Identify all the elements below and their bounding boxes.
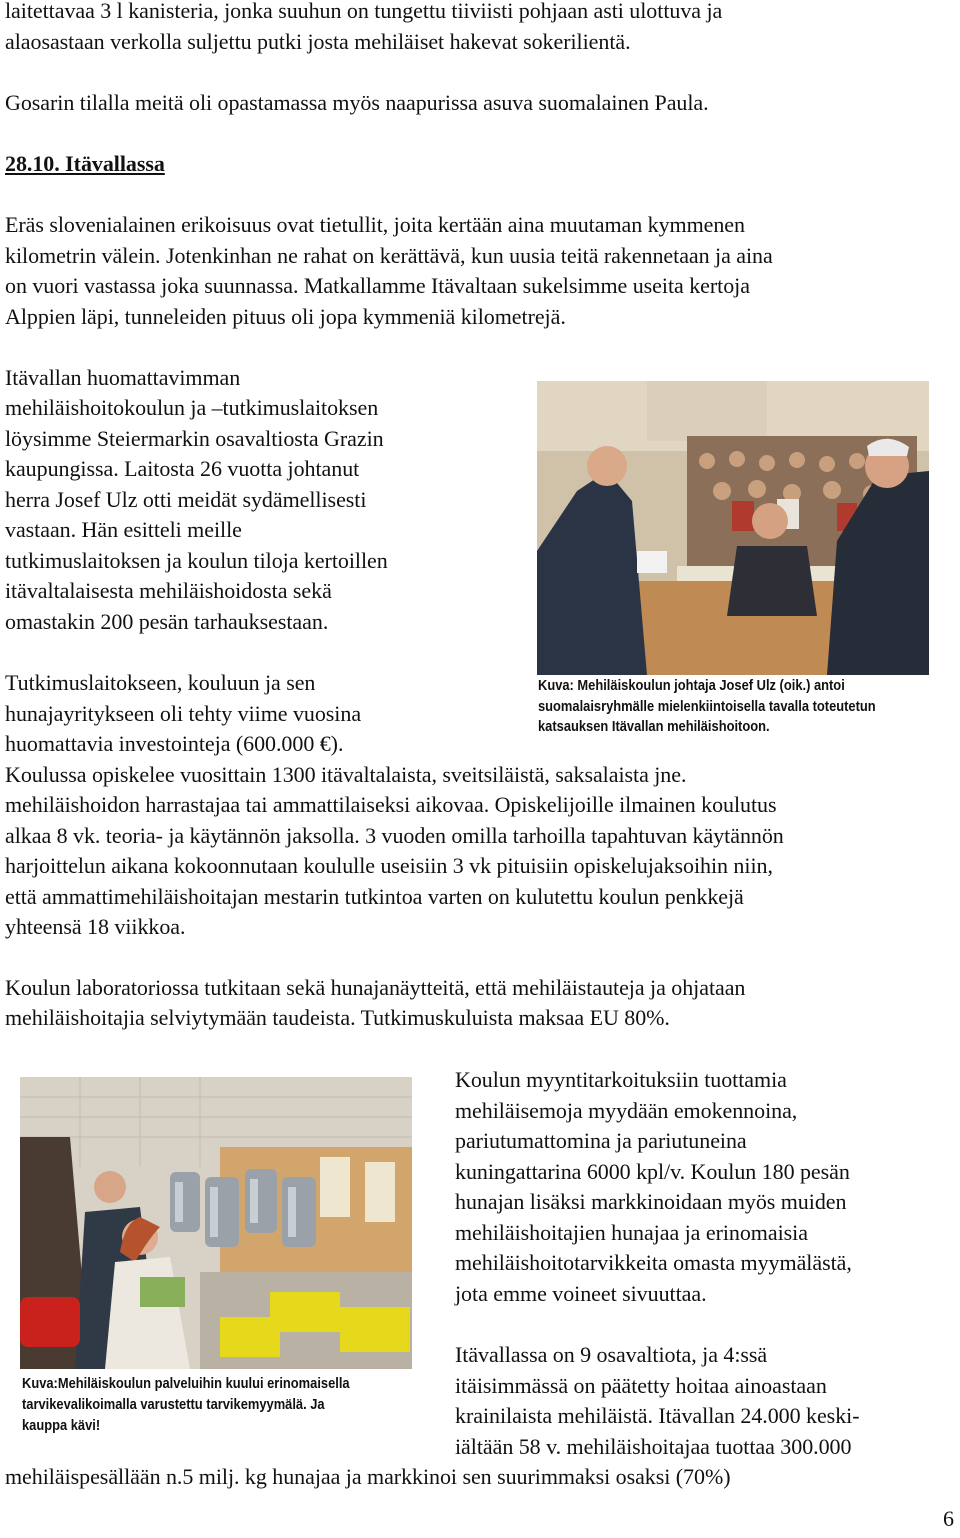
text-line: jota emme voineet sivuuttaa. [455, 1281, 707, 1306]
text-line: herra Josef Ulz otti meidät sydämellisesti [5, 487, 367, 512]
text-line: Itävallan huomattavimman [5, 365, 241, 390]
lecture-photo [537, 381, 929, 675]
text-line: Alppien läpi, tunneleiden pituus oli jopa kymmeniä kilometrejä. [5, 304, 566, 329]
text-line: että ammattimehiläishoitajan mestarin tutkintoa varten on kulutettu koulun penkkejä [5, 884, 744, 909]
text-line: mehiläishoidon harrastajaa tai ammattilaiseksi aikovaa. Opiskelijoille ilmainen koulutus [5, 792, 777, 817]
intro-line-2: alaosastaan verkolla suljettu putki josta mehiläiset hakevat sokerilientä. [5, 29, 631, 54]
shop-caption-line-2: tarvikevalikoimalla varustettu tarvikemyymälä. Ja [22, 1396, 325, 1413]
text-line: löysimme Steiermarkin osavaltiosta Grazin [5, 426, 384, 451]
text-line: alkaa 8 vk. teoria- ja käytännön jaksolla. 3 vuoden omilla tarhoilla tapahtuvan käytännön [5, 823, 784, 848]
text-line: mehiläisemoja myydään emokennoina, [455, 1098, 798, 1123]
text-line: vastaan. Hän esitteli meille [5, 517, 242, 542]
text-line: tutkimuslaitoksen ja koulun tiloja kertoillen [5, 548, 388, 573]
text-line: kilometrin välein. Jotenkinhan ne rahat on kerättävä, kun uusia teitä rakennetaan ja aina [5, 243, 773, 268]
text-line: mehiläishoitotarvikkeita omasta myymälästä, [455, 1250, 852, 1275]
text-line: huomattavia investointeja (600.000 €). [5, 731, 344, 756]
text-line: kaupungissa. Laitosta 26 vuotta johtanut [5, 456, 360, 481]
text-line: on vuori vastassa joka suunnassa. Matkallamme Itävaltaan sukelsimme useita kertoja [5, 273, 750, 298]
text-line: pariutumattomina ja pariutuneina [455, 1128, 747, 1153]
paula-line: Gosarin tilalla meitä oli opastamassa myös naapurissa asuva suomalainen Paula. [5, 90, 709, 115]
text-line: yhteensä 18 viikkoa. [5, 914, 186, 939]
text-line: hunajayritykseen oli tehty viime vuosina [5, 701, 362, 726]
text-line: iältään 58 v. mehiläishoitajaa tuottaa 300.000 [455, 1434, 852, 1459]
text-line: omastakin 200 pesän tarhauksestaan. [5, 609, 329, 634]
lecture-caption-line-2: suomalaisryhmälle mielenkiintoisella tavalla toteutetun [538, 698, 876, 715]
text-line: Itävallassa on 9 osavaltiota, ja 4:ssä [455, 1342, 768, 1367]
lecture-caption-line-3: katsauksen Itävallan mehiläishoitoon. [538, 718, 770, 735]
text-line: mehiläishoitajien hunajaa ja erinomaisia [455, 1220, 808, 1245]
section-heading: 28.10. Itävallassa [5, 151, 165, 176]
lecture-caption-line-1: Kuva: Mehiläiskoulun johtaja Josef Ulz (oik.) antoi [538, 677, 845, 694]
text-line: Tutkimuslaitokseen, kouluun ja sen [5, 670, 316, 695]
text-line: harjoittelun aikana kokoonnutaan koululle useisiin 3 vk pituisiin opiskelujaksoihin niin, [5, 853, 773, 878]
text-line: kuningattarina 6000 kpl/v. Koulun 180 pesän [455, 1159, 850, 1184]
text-line: itävaltalaisesta mehiläishoidosta sekä [5, 578, 332, 603]
text-line: Koulussa opiskelee vuosittain 1300 itävaltalaista, sveitsiläistä, saksalaista jne. [5, 762, 687, 787]
text-line: Koulun myyntitarkoituksiin tuottamia [455, 1067, 787, 1092]
shop-caption-line-1: Kuva:Mehiläiskoulun palveluihin kuului erinomaisella [22, 1375, 350, 1392]
text-line: hunajan lisäksi markkinoidaan myös muiden [455, 1189, 847, 1214]
text-line: mehiläishoitajia selviytymään taudeista. Tutkimuskuluista maksaa EU 80%. [5, 1005, 670, 1030]
shop-photo [20, 1077, 412, 1369]
text-line: mehiläishoitokoulun ja –tutkimuslaitoksen [5, 395, 379, 420]
text-line: Eräs slovenialainen erikoisuus ovat tietullit, joita kertään aina muutaman kymmenen [5, 212, 745, 237]
text-line: itäisimmässä on päätetty hoitaa ainoastaan [455, 1373, 827, 1398]
text-line: krainilaista mehiläistä. Itävallan 24.000 keski- [455, 1403, 860, 1428]
page-number: 6 [943, 1506, 954, 1531]
shop-caption-line-3: kauppa kävi! [22, 1417, 101, 1434]
last-line: mehiläispesällään n.5 milj. kg hunajaa ja markkinoi sen suurimmaksi osaksi (70%) [5, 1464, 731, 1489]
intro-line-1: laitettavaa 3 l kanisteria, jonka suuhun on tungettu tiiviisti pohjaan asti ulottuva ja [5, 0, 723, 23]
text-line: Koulun laboratoriossa tutkitaan sekä hunajanäytteitä, että mehiläistauteja ja ohjataan [5, 975, 746, 1000]
